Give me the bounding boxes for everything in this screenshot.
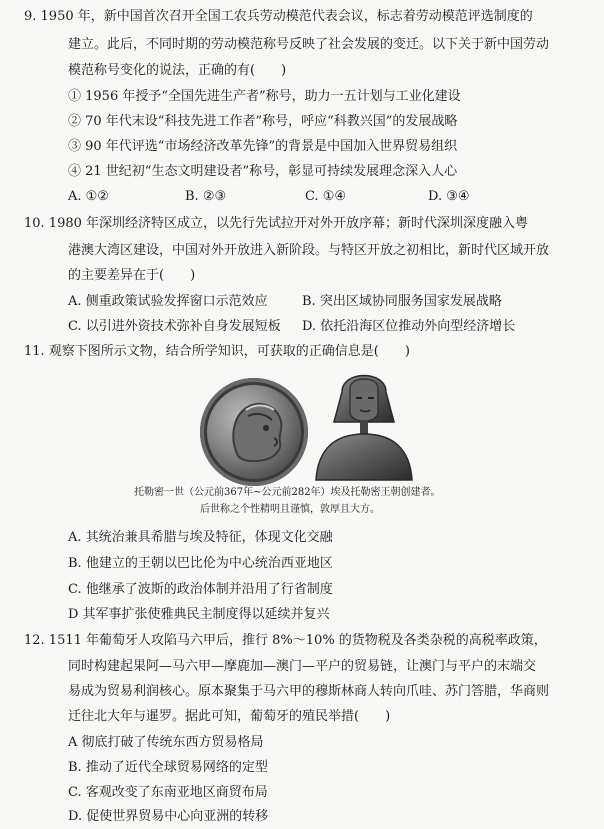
q9-choice-b: B. ②③	[185, 189, 227, 204]
q11-choice-a: A. 其统治兼具希腊与埃及特征，体现文化交融	[68, 530, 333, 545]
q12-stem-line-1: 12. 1511 年葡萄牙人攻陷马六甲后，推行 8%～10% 的货物税及各类杂税的高税率政策，	[24, 633, 547, 648]
q9-choice-c: C. ①④	[305, 189, 347, 204]
q12-choice-c: C. 客观改变了东南亚地区商贸布局	[68, 785, 268, 800]
q10-choice-b: B. 突出区域协同服务国家发展战略	[302, 294, 502, 309]
q11-choice-d: D 其军事扩张使雅典民主制度得以延续并复兴	[68, 607, 330, 622]
q10-stem-line-3: 的主要差异在于( )	[68, 268, 196, 283]
q12-stem-line-4: 迁往北大年与暹罗。据此可知，葡萄牙的殖民举措( )	[68, 709, 391, 724]
q9-item-3: ③ 90 年代评选“市场经济改革先锋”的背景是中国加入世界贸易组织	[68, 139, 458, 154]
pharaoh-bust-image	[312, 352, 416, 482]
q9-choice-a: A. ①②	[68, 189, 109, 204]
q10-stem-line-2: 港澳大湾区建设，中国对外开放进入新阶段。与特区开放之初相比，新时代区域开放	[68, 243, 550, 258]
q9-item-1: ① 1956 年授予“全国先进生产者”称号，助力一五计划与工业化建设	[68, 89, 461, 104]
q12-choice-b: B. 推动了近代全球贸易网络的定型	[68, 760, 268, 775]
q12-stem-line-2: 同时构建起果阿—马六甲—摩鹿加—澳门—平户的贸易链，让澳门与平户的末端交	[68, 659, 537, 674]
q11-caption-line-2: 后世称之个性精明且谨慎，敦厚且大方。	[200, 504, 380, 515]
q11-stem: 11. 观察下图所示文物，结合所学知识，可获取的正确信息是( )	[24, 344, 410, 359]
q11-caption-line-1: 托勒密一世（公元前367年~公元前282年）埃及托勒密王朝创建者。	[134, 487, 441, 498]
ptolemy-coin-image	[200, 378, 308, 486]
q9-item-2: ② 70 年代末设“科技先进工作者”称号，呼应“科教兴国”的发展战略	[68, 114, 458, 129]
q10-choice-d: D. 依托沿海区位推动外向型经济增长	[302, 319, 516, 334]
q12-choice-a: A 彻底打破了传统东西方贸易格局	[68, 735, 264, 750]
q11-choice-c: C. 他继承了波斯的政治体制并沿用了行省制度	[68, 582, 333, 597]
q12-choice-d: D. 促使世界贸易中心向亚洲的转移	[68, 809, 269, 824]
q9-stem-line-3: 模范称号变化的说法，正确的有( )	[68, 63, 287, 78]
coin-portrait-icon	[200, 378, 308, 486]
q10-stem-line-1: 10. 1980 年深圳经济特区成立，以先行先试拉开对外开放序幕；新时代深圳深度融入粤	[24, 216, 529, 231]
q10-choice-c: C. 以引进外资技术弥补自身发展短板	[68, 319, 281, 334]
q9-item-4: ④ 21 世纪初“生态文明建设者”称号，彰显可持续发展理念深入人心	[68, 164, 458, 179]
q10-choice-a: A. 侧重政策试验发挥窗口示范效应	[68, 294, 268, 309]
q12-stem-line-3: 易成为贸易利润核心。原本聚集于马六甲的穆斯林商人转向爪哇、苏门答腊，华商则	[68, 684, 550, 699]
q11-choice-b: B. 他建立的王朝以巴比伦为中心统治西亚地区	[68, 556, 333, 571]
q9-choice-d: D. ③④	[428, 189, 470, 204]
q9-stem-line-1: 9. 1950 年，新中国首次召开全国工农兵劳动模范代表会议，标志着劳动模范评选制度的	[24, 9, 533, 24]
q9-stem-line-2: 建立。此后，不同时期的劳动模范称号反映了社会发展的变迁。以下关于新中国劳动	[68, 37, 550, 52]
